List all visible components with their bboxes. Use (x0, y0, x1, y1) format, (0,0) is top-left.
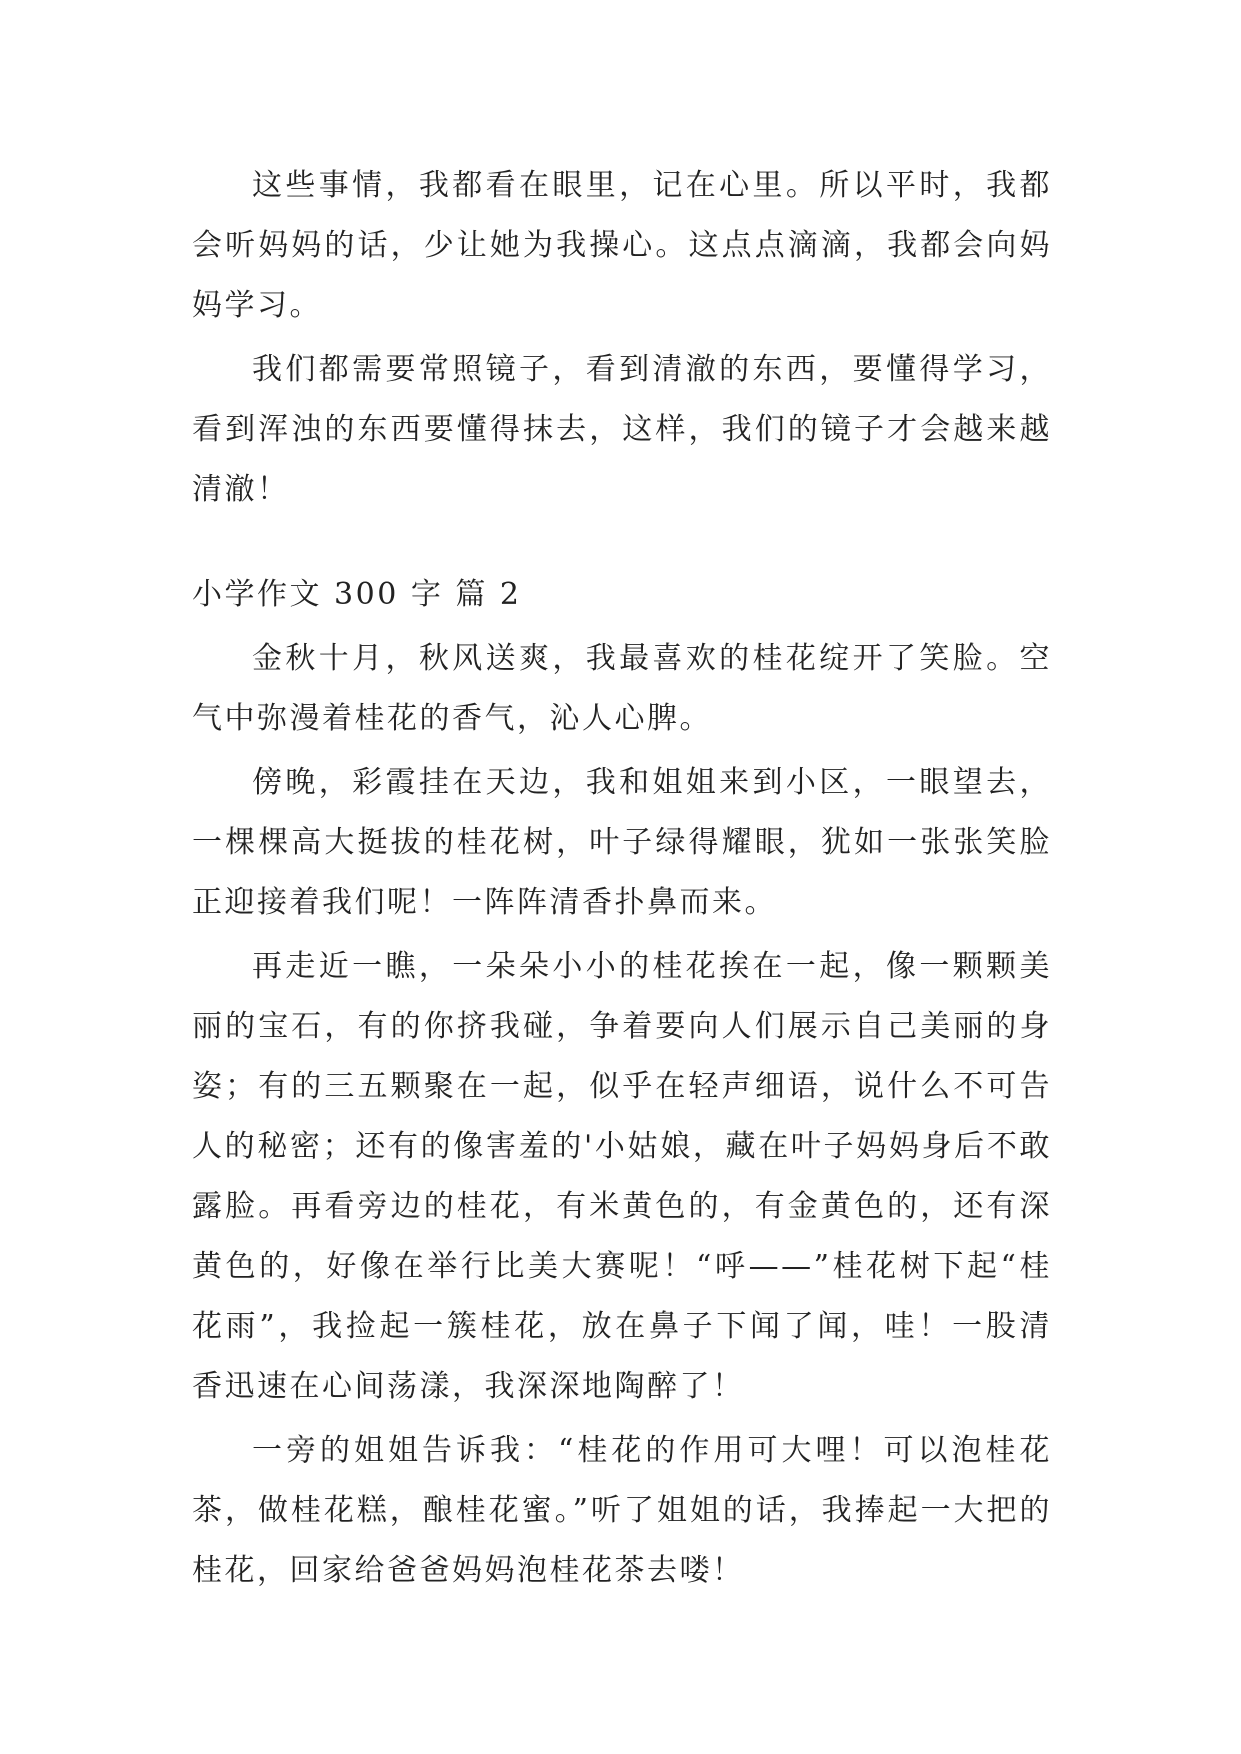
paragraph: 一旁的姐姐告诉我：“桂花的作用可大哩！可以泡桂花茶，做桂花糕，酿桂花蜜。”听了姐姐的话，我捧起一大把的桂花，回家给爸爸妈妈泡桂花茶去喽！ (192, 1433, 1052, 1588)
paragraph: 我们都需要常照镜子，看到清澈的东西，要懂得学习，看到浑浊的东西要懂得抹去，这样，我们的镜子才会越来越清澈！ (192, 352, 1052, 507)
section-title: 小学作文 300 字 篇 2 (192, 577, 522, 612)
paragraph: 傍晚，彩霞挂在天边，我和姐姐来到小区，一眼望去，一棵棵高大挺拔的桂花树，叶子绿得耀眼，犹如一张张笑脸正迎接着我们呢！一阵阵清香扑鼻而来。 (192, 765, 1052, 920)
paragraph: 这些事情，我都看在眼里，记在心里。所以平时，我都会听妈妈的话，少让她为我操心。这点点滴滴，我都会向妈妈学习。 (192, 168, 1052, 323)
paragraph: 金秋十月，秋风送爽，我最喜欢的桂花绽开了笑脸。空气中弥漫着桂花的香气，沁人心脾。 (192, 641, 1052, 736)
essay-continuation (192, 156, 1052, 520)
paragraph: 再走近一瞧，一朵朵小小的桂花挨在一起，像一颗颗美丽的宝石，有的你挤我碰，争着要向人们展示自己美丽的身姿；有的三五颗聚在一起，似乎在轻声细语，说什么不可告人的秘密；还有的像害羞的'小姑娘，藏在叶子妈妈身后不敢露脸。再看旁边的桂花，有米黄色的，有金黄色的，还有深黄色的，好像在举行比美大赛呢！“呼——”桂花树下起“桂花雨”，我捡起一簇桂花，放在鼻子下闻了闻，哇！一股清香迅速在心间荡漾，我深深地陶醉了！ (192, 949, 1052, 1404)
essay-section-2 (192, 565, 1052, 1601)
